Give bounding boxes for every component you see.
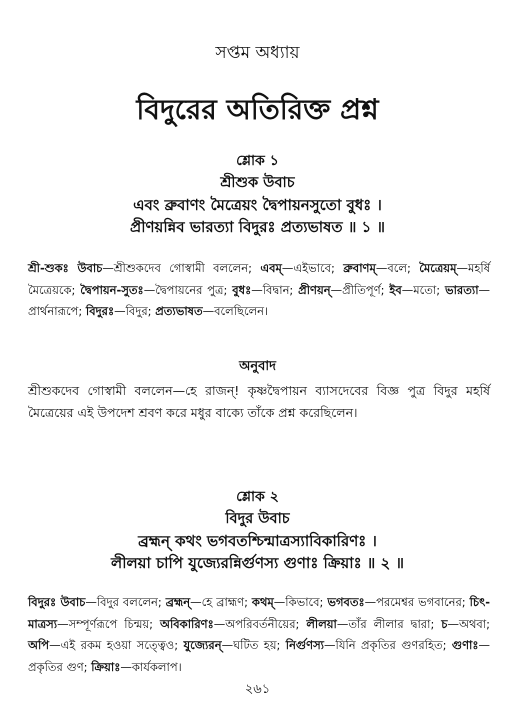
verse-line: ব্রহ্মন্ কথং ভগবতশ্চিন্মাত্রস্যাবিকারিণঃ । bbox=[138, 532, 377, 550]
verse-line: প্রীণয়ন্নিব ভারত্যা বিদুরঃ প্রত্যভাষত ॥ ১ ॥ bbox=[130, 218, 385, 236]
synonyms-verse-2: বিদুরঃ উবাচ—বিদুর বললেন; ব্রহ্মন্—হে ব্রাহ্মণ; কথম্—কিভাবে; ভগবতঃ—পরমেশ্বর ভগবানের; চিৎ-মাত্রস্য—সম্পূর্ণরূপে চিন্ময়; অবিকারিণঃ—অপরিবর্তনীয়ের; লীলয়া—তাঁর লীলার দ্বারা; চ—অথবা; অপি—এই রকম হওয়া সত্ত্বেও; যুজ্যেরন্—ঘটিত হয়; নির্গুণস্য—যিনি প্রকৃতির গুণরহিত; গুণাঃ—প্রকৃতির গুণ; ক্রিয়াঃ—কার্যকলাপ। bbox=[28, 595, 491, 674]
synonym-term: লীলয়া bbox=[306, 616, 337, 631]
translation-heading: অনুবাদ bbox=[239, 359, 276, 374]
chapter-title: বিদুরের অতিরিক্ত প্রশ্ন bbox=[136, 93, 379, 126]
synonym-term: ব্রহ্মন্ bbox=[165, 595, 191, 609]
verse-1 bbox=[0, 150, 515, 238]
verse-speaker: শ্রীশুক উবাচ bbox=[220, 174, 295, 191]
verse-2 bbox=[0, 486, 515, 574]
synonym-term: এবম্ bbox=[260, 261, 282, 275]
synonym-meaning: অথবা; bbox=[458, 616, 491, 631]
synonym-term: ক্রিয়াঃ bbox=[91, 659, 121, 674]
synonym-term: প্রত্যভাষত bbox=[155, 304, 203, 318]
synonym-meaning: যিনি প্রকৃতির গুণরহিত; bbox=[335, 638, 447, 652]
synonym-meaning: তাঁর লীলার দ্বারা; bbox=[348, 616, 435, 631]
synonym-term: মৈত্রেয়ম্ bbox=[419, 261, 457, 275]
synonym-meaning: এই রকম হওয়া সত্ত্বেও; bbox=[60, 638, 179, 652]
translation-text: শ্রীশুকদেব গোস্বামী বললেন—হে রাজন্! কৃষ্ণদ্বৈপায়ন ব্যাসদেবের বিজ্ঞ পুত্র বিদুর মহর্ষি মৈত্রেয়ের এই উপদেশ শ্রবণ করে মধুর বাক্যে তাঁকে প্রশ্ন করেছিলেন। bbox=[28, 383, 490, 420]
synonym-term: ইব bbox=[389, 282, 402, 297]
synonym-term: যুজ্যেরন্ bbox=[183, 638, 222, 652]
verse-number: শ্লোক ২ bbox=[236, 489, 279, 505]
synonym-meaning: বিদুর; bbox=[125, 304, 152, 318]
synonym-term: নির্গুণস্য bbox=[285, 638, 325, 652]
synonym-meaning: বলেছিলেন। bbox=[214, 304, 269, 318]
synonym-meaning: প্রকৃতির গুণ; bbox=[28, 659, 88, 674]
chapter-heading: সপ্তম অধ্যায় bbox=[215, 43, 300, 63]
synonyms-verse-1: শ্রী-শুকঃ উবাচ—শ্রীশুকদেব গোস্বামী বললেন; এবম্—এইভাবে; ব্রুবাণম্—বলে; মৈত্রেয়ম্—মহর্ষি মৈত্রেয়কে; দ্বৈপায়ন-সুতঃ—দ্বৈপায়নের পুত্র; বুধঃ—বিদ্বান; প্রীণয়ন্—প্রীতিপূর্ণ; ইব—মতো; ভারত্যা—প্রার্থনারূপে; বিদুরঃ—বিদুর; প্রত্যভাষত—বলেছিলেন। bbox=[28, 261, 491, 318]
synonym-term: বিদুরঃ উবাচ bbox=[28, 595, 86, 609]
synonym-term: প্রীণয়ন্ bbox=[298, 282, 331, 297]
synonym-term: দ্বৈপায়ন-সুতঃ bbox=[80, 282, 144, 297]
synonym-meaning: মতো; bbox=[413, 282, 441, 297]
synonym-term: ভারত্যা bbox=[445, 282, 479, 297]
synonym-meaning: কিভাবে; bbox=[285, 595, 324, 609]
verse-line: এবং ব্রুবাণং মৈত্রেয়ং দ্বৈপায়নসুতো বুধঃ । bbox=[133, 196, 382, 214]
synonym-meaning: হে ব্রাহ্মণ; bbox=[201, 595, 248, 609]
synonym-meaning: মহর্ষি মৈত্রেয়কে; bbox=[28, 261, 491, 297]
synonym-term: চ bbox=[441, 616, 448, 631]
synonym-term: ব্রুবাণম্ bbox=[343, 261, 376, 275]
synonym-meaning: প্রীতিপূর্ণ; bbox=[342, 282, 385, 297]
verse-number: শ্লোক ১ bbox=[236, 153, 279, 169]
synonym-meaning: শ্রীশুকদেব গোস্বামী বললেন; bbox=[113, 261, 252, 275]
synonym-meaning: এইভাবে; bbox=[293, 261, 335, 275]
synonym-term: অপি bbox=[28, 638, 50, 652]
synonym-meaning: বিদ্বান; bbox=[262, 282, 294, 297]
synonym-meaning: প্রার্থনারূপে; bbox=[28, 304, 83, 318]
synonym-term: কথম্ bbox=[251, 595, 274, 609]
synonym-meaning: বলে; bbox=[387, 261, 411, 275]
synonym-meaning: অপরিবর্তনীয়ের; bbox=[225, 616, 300, 631]
synonym-term: গুণাঃ bbox=[451, 638, 479, 652]
synonym-term: শ্রী-শুকঃ উবাচ bbox=[28, 261, 103, 275]
synonym-term: চিৎ-মাত্রস্য bbox=[28, 595, 491, 631]
synonym-term: ভগবতঃ bbox=[327, 595, 365, 609]
synonym-meaning: সম্পূর্ণরূপে চিন্ময়; bbox=[68, 616, 154, 631]
synonym-meaning: কার্যকলাপ। bbox=[131, 659, 182, 674]
synonym-meaning: পরমেশ্বর ভগবানের; bbox=[376, 595, 466, 609]
synonym-meaning: দ্বৈপায়নের পুত্র; bbox=[155, 282, 228, 297]
page-number: ২৬১ bbox=[244, 682, 271, 697]
synonym-term: বুধঃ bbox=[232, 282, 252, 297]
synonym-meaning: ঘটিত হয়; bbox=[233, 638, 281, 652]
verse-speaker: বিদুর উবাচ bbox=[225, 510, 290, 527]
synonym-term: বিদুরঃ bbox=[85, 304, 115, 318]
verse-line: লীলয়া চাপি যুজ্যেরন্নির্গুণস্য গুণাঃ ক্রিয়াঃ ॥ ২ ॥ bbox=[111, 554, 404, 572]
synonym-term: অবিকারিণঃ bbox=[160, 616, 214, 631]
synonym-meaning: বিদুর বললেন; bbox=[96, 595, 162, 609]
